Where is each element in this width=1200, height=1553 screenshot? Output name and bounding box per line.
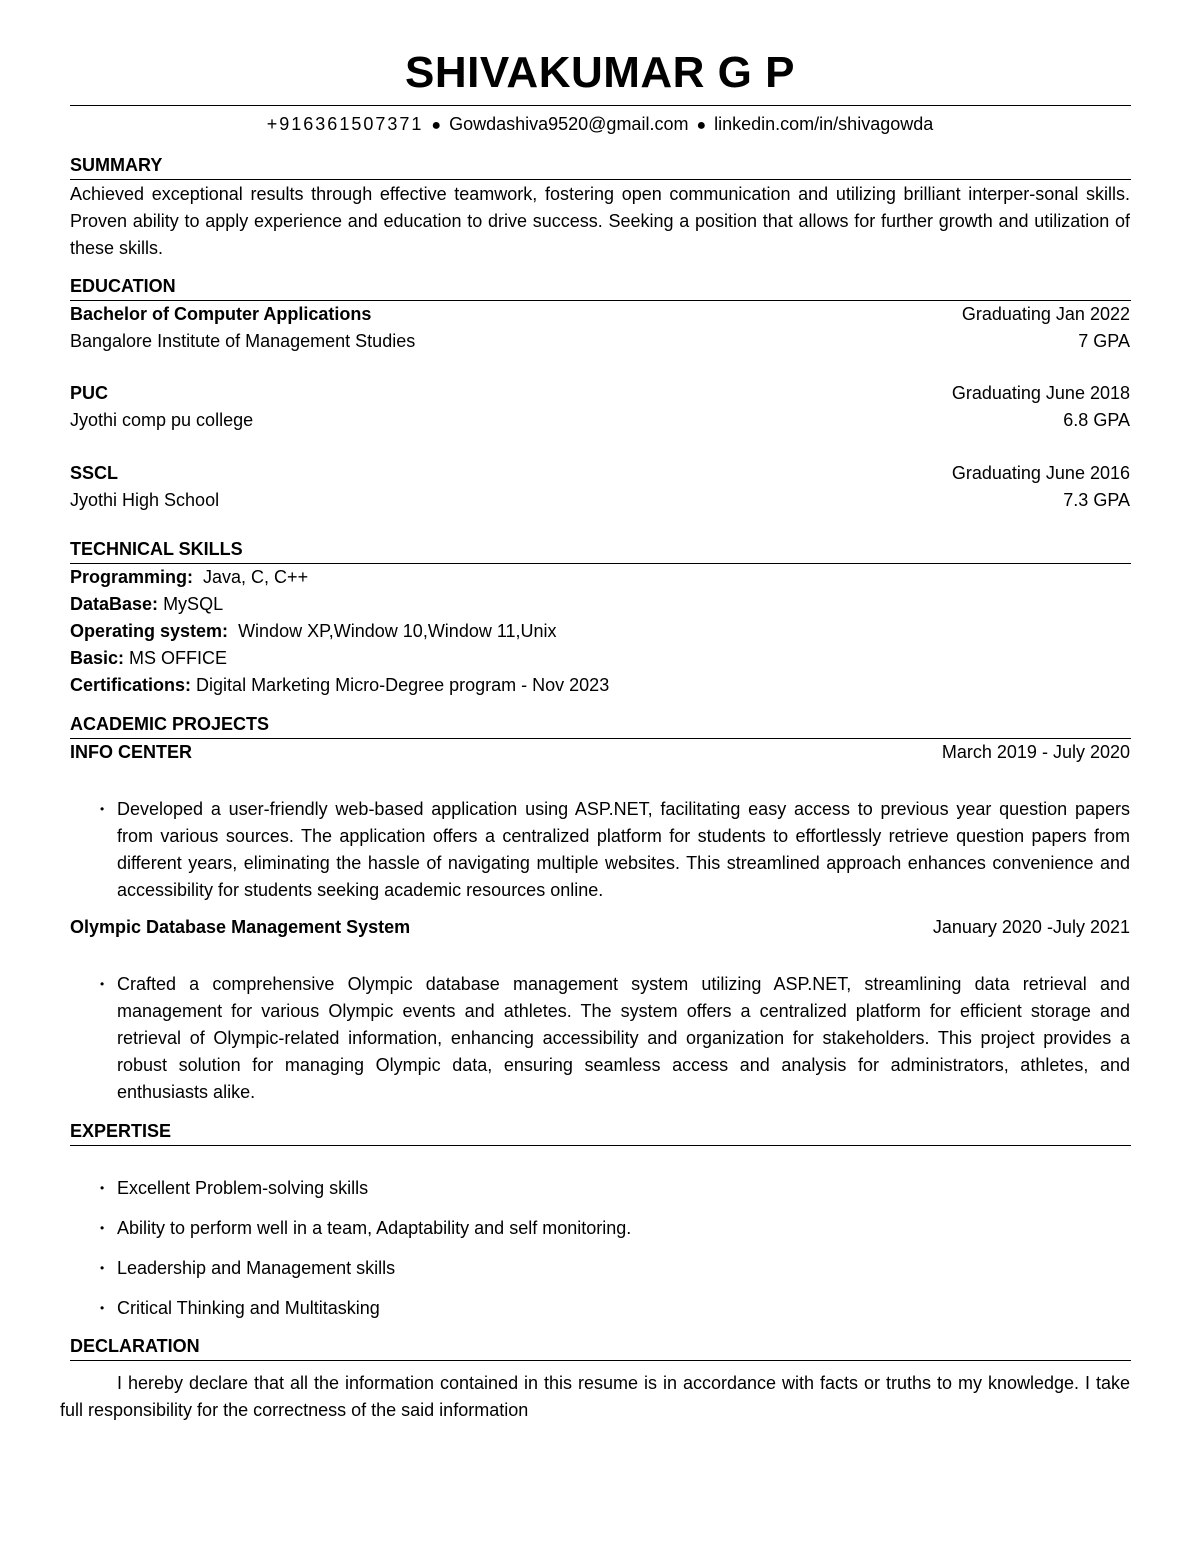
expertise-list <box>100 1175 1130 1335</box>
graduation-date: Graduating June 2018 <box>951 383 1130 403</box>
projects-heading: ACADEMIC PROJECTS <box>70 714 270 734</box>
skill-row <box>70 621 557 642</box>
education-entry-school-row <box>70 490 1130 511</box>
education-entry-degree-row <box>70 463 1130 484</box>
education-entry-school-row <box>70 410 1130 431</box>
bullet-icon: • <box>100 977 105 991</box>
project-date: March 2019 - July 2020 <box>941 742 1130 762</box>
project-name: Olympic Database Management System <box>70 917 411 937</box>
list-item <box>100 1175 1130 1215</box>
project-header-row <box>70 742 1130 763</box>
expertise-heading: EXPERTISE <box>70 1121 172 1141</box>
candidate-name: SHIVAKUMAR G P <box>405 48 795 97</box>
education-heading: EDUCATION <box>70 276 176 296</box>
section-divider <box>70 300 1131 301</box>
expertise-item: Ability to perform well in a team, Adaptability and self monitoring. <box>117 1218 632 1238</box>
separator-dot-icon: ● <box>696 117 707 134</box>
skill-label: Certifications: <box>70 675 192 695</box>
section-divider <box>70 738 1131 739</box>
expertise-item: Excellent Problem-solving skills <box>117 1178 369 1198</box>
project-name: INFO CENTER <box>70 742 193 762</box>
list-item <box>100 1295 1130 1335</box>
expertise-item: Leadership and Management skills <box>117 1258 396 1278</box>
declaration-text: I hereby declare that all the information contained in this resume is in accordance with facts or truths to my knowledge. I take full responsibility for the correctness of the said information <box>60 1373 1130 1420</box>
gpa-value: 6.8 GPA <box>1063 410 1130 430</box>
section-divider <box>70 179 1131 180</box>
degree-name: SSCL <box>70 463 119 483</box>
graduation-date: Graduating June 2016 <box>951 463 1130 483</box>
project-description: Crafted a comprehensive Olympic database management system utilizing ASP.NET, streamlining data retrieval and management for various Olympic events and athletes. The system offers a centralized platform for efficient storage and retrieval of Olympic-related information, enhancing accessibility and organization for stakeholders. This project provides a robust solution for managing Olympic data, ensuring seamless access and analysis for administrators, athletes, and enthusiasts alike. <box>117 974 1130 1102</box>
project-header-row <box>70 917 1130 938</box>
summary-text: Achieved exceptional results through effective teamwork, fostering open communication and utilizing brilliant interper-sonal skills. Proven ability to apply experience and education to drive success. Seeking a position that allows for further growth and utilization of these skills. <box>70 184 1130 258</box>
education-entry-degree-row <box>70 383 1130 404</box>
skill-row <box>70 648 227 669</box>
degree-name: Bachelor of Computer Applications <box>70 304 372 324</box>
skill-row <box>70 594 223 615</box>
gpa-value: 7.3 GPA <box>1063 490 1130 510</box>
bullet-icon: • <box>100 1181 105 1195</box>
list-item <box>100 1215 1130 1255</box>
skill-value: MySQL <box>163 594 224 614</box>
separator-dot-icon: ● <box>431 117 442 134</box>
expertise-item: Critical Thinking and Multitasking <box>117 1298 380 1318</box>
skill-value: Java, C, C++ <box>203 567 309 587</box>
skills-heading: TECHNICAL SKILLS <box>70 539 243 559</box>
list-item <box>100 796 1130 904</box>
school-name: Jyothi High School <box>70 490 220 510</box>
declaration-heading: DECLARATION <box>70 1336 200 1356</box>
project-bullet-list <box>100 971 1130 1106</box>
bullet-icon: • <box>100 802 105 816</box>
bullet-icon: • <box>100 1261 105 1275</box>
skill-value: Window XP,Window 10,Window 11,Unix <box>238 621 557 641</box>
skill-row <box>70 675 609 696</box>
skill-value: MS OFFICE <box>129 648 228 668</box>
skill-row <box>70 567 308 588</box>
education-entry-degree-row <box>70 304 1130 325</box>
skill-label: Operating system: <box>70 621 229 641</box>
email-link[interactable]: Gowdashiva9520@gmail.com <box>449 114 689 134</box>
linkedin-link[interactable]: linkedin.com/in/shivagowda <box>714 114 934 134</box>
header-divider <box>70 105 1131 106</box>
section-divider <box>70 1145 1131 1146</box>
degree-name: PUC <box>70 383 109 403</box>
gpa-value: 7 GPA <box>1078 331 1130 351</box>
project-description: Developed a user-friendly web-based application using ASP.NET, facilitating easy access to previous year question papers from various sources. The application offers a centralized platform for students to effortlessly retrieve question papers from different years, eliminating the hassle of navigating multiple websites. This streamlined approach enhances convenience and accessibility for students seeking academic resources online. <box>117 799 1130 900</box>
section-divider <box>70 1360 1131 1361</box>
skill-label: DataBase: <box>70 594 159 614</box>
skill-label: Programming: <box>70 567 194 587</box>
skill-value: Digital Marketing Micro-Degree program - Nov 2023 <box>196 675 610 695</box>
education-entry-school-row <box>70 331 1130 352</box>
list-item <box>100 971 1130 1106</box>
bullet-icon: • <box>100 1221 105 1235</box>
section-divider <box>70 563 1131 564</box>
contact-line <box>0 114 1200 135</box>
phone-number[interactable]: +916361507371 <box>266 114 424 134</box>
project-date: January 2020 -July 2021 <box>932 917 1130 937</box>
graduation-date: Graduating Jan 2022 <box>961 304 1130 324</box>
summary-heading: SUMMARY <box>70 155 163 175</box>
list-item <box>100 1255 1130 1295</box>
school-name: Bangalore Institute of Management Studies <box>70 331 416 351</box>
skill-label: Basic: <box>70 648 125 668</box>
school-name: Jyothi comp pu college <box>70 410 254 430</box>
project-bullet-list <box>100 796 1130 904</box>
bullet-icon: • <box>100 1301 105 1315</box>
